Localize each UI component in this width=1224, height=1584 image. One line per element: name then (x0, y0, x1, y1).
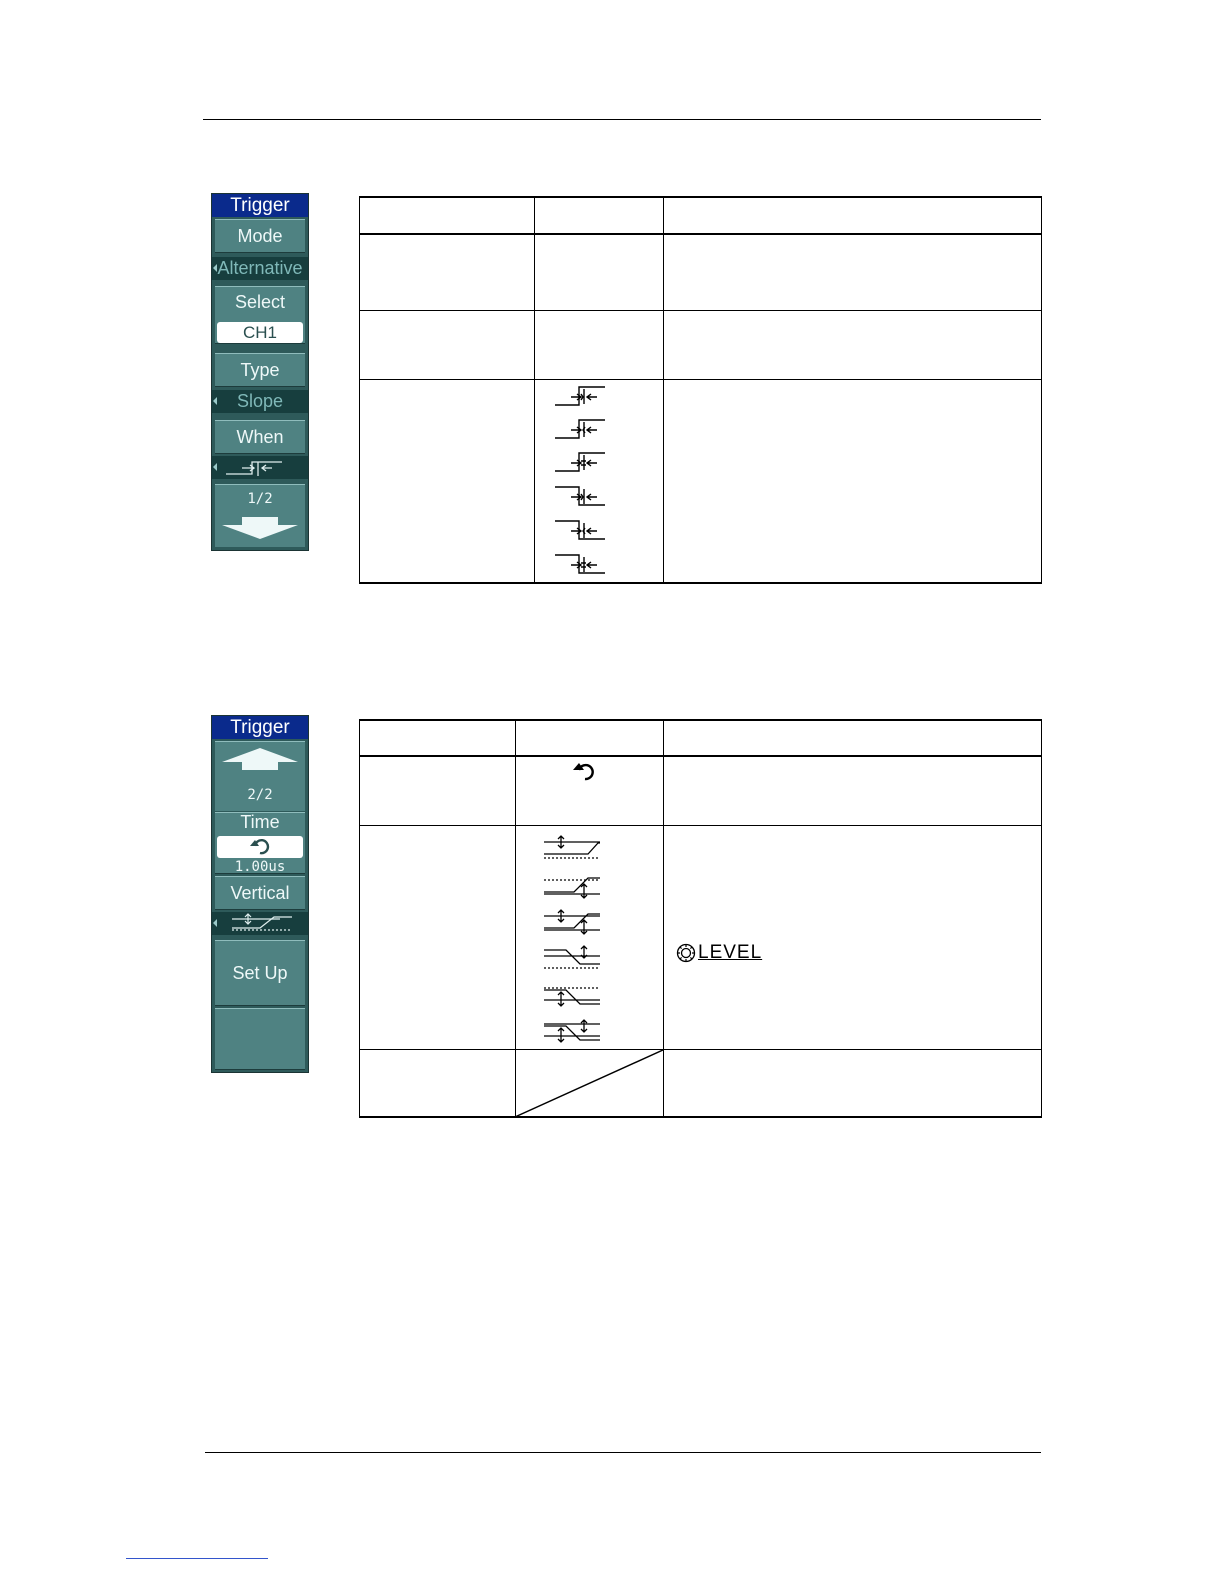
upper-level-falling-icon (544, 946, 600, 968)
table-row (360, 310, 1042, 379)
menu-title: Trigger (212, 716, 308, 739)
next-page-button[interactable] (215, 484, 305, 547)
trigger-menu-page-2 (211, 715, 309, 1073)
trigger-menu-page-1 (211, 193, 309, 551)
table-row (360, 825, 1042, 1049)
vertical-button[interactable] (215, 876, 305, 910)
type-label: Type (240, 360, 280, 380)
rotate-knob-icon (248, 837, 272, 857)
header-cell (535, 197, 664, 234)
row-setting-icon (516, 756, 664, 825)
positive-slope-greater-than-icon (555, 387, 605, 405)
vertical-level-icons (516, 826, 664, 1049)
header-cell (360, 720, 516, 756)
upper-level-rising-icon (544, 836, 600, 858)
row-setting-icons (516, 825, 664, 1049)
arrow-down-icon (222, 517, 298, 539)
positive-slope-less-than-icon (555, 420, 605, 438)
row-setting (535, 234, 664, 310)
lower-level-rising-icon (544, 878, 600, 898)
row-description (664, 756, 1042, 825)
row-description (664, 310, 1042, 379)
row-description (664, 234, 1042, 310)
negative-slope-equal-icon (555, 555, 605, 573)
both-levels-falling-icon (544, 1020, 600, 1042)
time-value: 1.00us (234, 859, 286, 875)
table-time-vertical (359, 719, 1042, 1118)
vertical-value (212, 912, 308, 935)
level-knob-label: LEVEL (698, 941, 763, 963)
table-row (360, 234, 1042, 310)
when-value (212, 456, 308, 479)
type-value: Slope (212, 390, 308, 413)
row-name (360, 379, 535, 583)
not-applicable-diagonal (516, 1050, 663, 1117)
row-setting-na (516, 1049, 664, 1117)
table-row (360, 379, 1042, 583)
when-condition-icons (535, 380, 664, 582)
row-description (664, 1049, 1042, 1117)
both-levels-rising-icon (544, 910, 600, 934)
row-name (360, 756, 516, 825)
when-label: When (236, 427, 284, 447)
negative-slope-greater-than-icon (555, 487, 605, 505)
mode-button[interactable] (215, 219, 305, 253)
table-header-row (360, 197, 1042, 234)
table-slope-when (359, 196, 1042, 584)
row-name (360, 310, 535, 379)
slope-positive-greater-icon (224, 456, 294, 479)
table-header-row (360, 720, 1042, 756)
prev-page-button[interactable] (215, 741, 305, 811)
page-indicator: 2/2 (247, 787, 273, 803)
select-label: Select (234, 292, 286, 312)
table-row (360, 756, 1042, 825)
mode-label: Mode (237, 226, 283, 246)
header-cell (664, 720, 1042, 756)
option-indicator-icon (213, 919, 217, 927)
type-button[interactable] (215, 353, 305, 387)
when-button[interactable] (215, 420, 305, 454)
level-window-icon (230, 912, 294, 934)
lower-level-falling-icon (544, 988, 600, 1006)
row-setting (535, 310, 664, 379)
level-knob-reference (676, 942, 762, 964)
empty-softkey[interactable] (215, 1008, 305, 1070)
setup-label: Set Up (232, 963, 288, 983)
row-name (360, 825, 516, 1049)
row-setting-icons (535, 379, 664, 583)
option-indicator-icon (213, 264, 217, 272)
page-indicator: 1/2 (247, 491, 273, 507)
positive-slope-equal-icon (555, 453, 605, 471)
option-indicator-icon (213, 397, 217, 405)
arrow-up-icon (222, 748, 298, 770)
header-rule (203, 119, 1041, 120)
mode-value: Alternative (212, 257, 308, 280)
rotate-knob-icon (516, 757, 664, 787)
time-knob-indicator (217, 836, 303, 858)
knob-icon (676, 943, 696, 963)
option-indicator-icon (213, 463, 217, 471)
footer-rule (205, 1452, 1041, 1453)
table-row (360, 1049, 1042, 1117)
menu-title: Trigger (212, 194, 308, 217)
row-description (664, 379, 1042, 583)
footer-link-underline (126, 1558, 268, 1559)
time-label: Time (240, 812, 280, 832)
row-description (664, 825, 1042, 1049)
row-name (360, 1049, 516, 1117)
setup-button[interactable] (215, 940, 305, 1006)
row-name (360, 234, 535, 310)
header-cell (664, 197, 1042, 234)
header-cell (360, 197, 535, 234)
header-cell (516, 720, 664, 756)
vertical-label: Vertical (230, 883, 290, 903)
select-value: CH1 (217, 322, 303, 343)
negative-slope-less-than-icon (555, 521, 605, 539)
